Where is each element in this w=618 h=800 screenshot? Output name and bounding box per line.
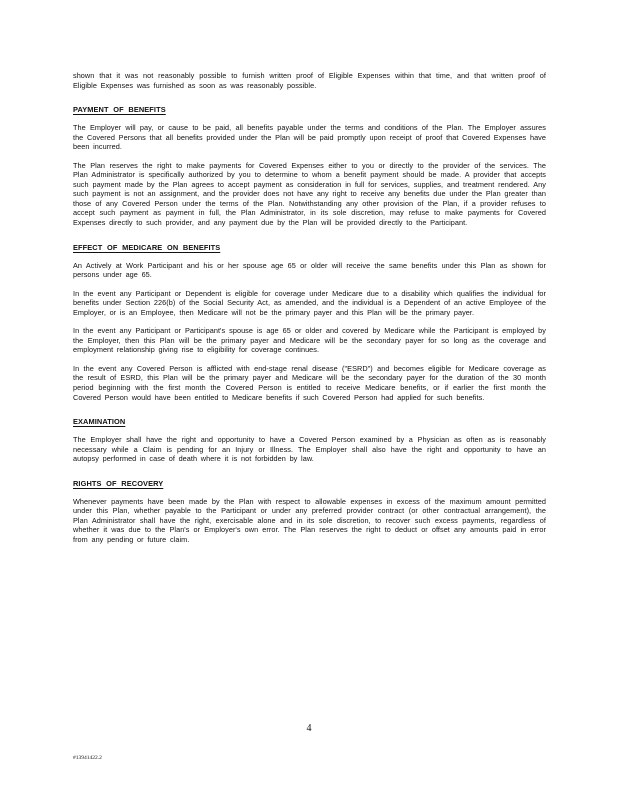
section-paragraph: The Employer shall have the right and opportunity to have a Covered Person examined by a Physician as often as is reasonably necessary while a Claim is pending for an Injury or Illness. The Employer shall also have the right and opportunity to have an autopsy performed in case of death where it is not forbidden by law. xyxy=(73,435,546,464)
section-rights-of-recovery xyxy=(73,473,546,545)
section-heading: RIGHTS OF RECOVERY xyxy=(73,478,164,488)
section-heading: EFFECT OF MEDICARE ON BENEFITS xyxy=(73,242,221,252)
section-paragraph: In the event any Participant or Participant's spouse is age 65 or older and covered by Medicare while the Participant is employed by the Employer, then this Plan will be the primary payer and Medicare will be the secondary payer for so long as the coverage and employment relationship giving rise to eligibility for coverage continues. xyxy=(73,326,546,355)
section-paragraph: In the event any Covered Person is afflicted with end-stage renal disease ("ESRD") and becomes eligible for Medicare coverage as the result of ESRD, this Plan will be the primary payer and Medicare will be the secondary payer for the duration of the 30 month period beginning with the first month the Covered Person is entitled to receive Medicare benefits, or if earlier the first month the Covered Person would have been entitled to Medicare benefits if such Covered Person had applied for such benefits. xyxy=(73,363,546,402)
section-heading: PAYMENT OF BENEFITS xyxy=(73,105,166,115)
section-effect-of-medicare xyxy=(73,237,546,403)
section-paragraph: The Plan reserves the right to make payments for Covered Expenses either to you or directly to the provider of the services. The Plan Administrator is specifically authorized by you to determine to whom a benefit payment should be made. A provider that accepts such payment made by the Plan agrees to accept payment as consideration in full for services, supplies, and treatment rendered. Any such payment is not an assignment, and the provider does not have any right to receive any benefits due under the Plan greater than those of any Covered Person under the terms of the Plan. Notwithstanding any other provision of the Plan, if a provider refuses to accept such payment as payment in full, the Plan Administrator, in its sole discretion, may refuse to make payments for Covered Expenses directly to such provider, and any payment due by the Plan will be provided directly to the Participant. xyxy=(73,160,546,228)
page-body xyxy=(73,71,546,554)
page-number: 4 xyxy=(306,723,312,734)
section-paragraph: In the event any Participant or Dependent is eligible for coverage under Medicare due to a disability which qualifies the individual for benefits under Section 226(b) of the Social Security Act, as amended, and the individual is a Dependent of an active Employee of the Employer, or is an Employee, then Medicare will not be the primary payer and this Plan will be the primary payer. xyxy=(73,288,546,317)
section-examination xyxy=(73,411,546,464)
document-id: #13941422.2 xyxy=(73,755,102,761)
section-paragraph: An Actively at Work Participant and his or her spouse age 65 or older will receive the same benefits under this Plan as shown for persons under age 65. xyxy=(73,260,546,280)
intro-paragraph: shown that it was not reasonably possible to furnish written proof of Eligible Expenses within that time, and that written proof of Eligible Expenses was furnished as soon as was reasonably possible. xyxy=(73,71,546,90)
section-paragraph: The Employer will pay, or cause to be paid, all benefits payable under the terms and conditions of the Plan. The Employer assures the Covered Persons that all benefits provided under the Plan will be paid promptly upon receipt of proof that Covered Expenses have been incurred. xyxy=(73,123,546,152)
section-paragraph: Whenever payments have been made by the Plan with respect to allowable expenses in excess of the maximum amount permitted under this Plan, whether payable to the Participant or under any preferred provider contract (or other contractual arrangement), the Plan Administrator shall have the right, exercisable alone and in its sole discretion, to recover such excess payments, regardless of whether it was due to the Plan's or Employer's own error. The Plan reserves the right to deduct or offset any amounts paid in error from any pending or future claim. xyxy=(73,496,546,544)
section-heading: EXAMINATION xyxy=(73,417,126,427)
section-payment-of-benefits xyxy=(73,99,546,227)
